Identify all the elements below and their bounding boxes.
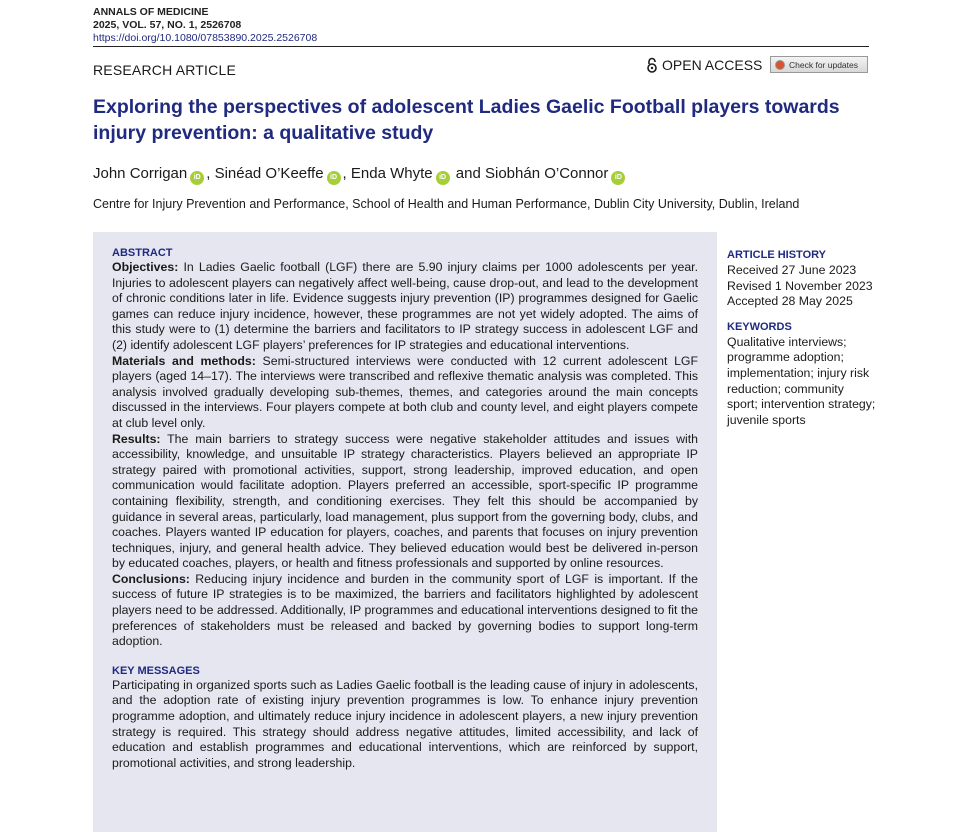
check-for-updates-icon [775, 60, 785, 70]
methods-label: Materials and methods: [112, 353, 256, 368]
received-date: Received 27 June 2023 [727, 263, 857, 277]
author-separator: , [206, 165, 215, 182]
author-name: Siobhán O’Connor [484, 165, 609, 182]
author-separator: , [342, 165, 351, 182]
affiliation: Centre for Injury Prevention and Performance, School of Health and Human Performance, Dublin City University, Dublin, Ireland [93, 197, 800, 211]
objectives-label: Objectives: [112, 260, 179, 274]
results-text: The main barriers to strategy success were negative stakeholder attitudes and issues with accessibility, knowledge, and unsuitable IP strategy characteristics. Players believed an appropriate IP strategy paired with promotional activities, support, strong leadership, improved education, and open communication would facilitate adoption. Players preferred an accessible, sport-specific IP programme containing flexibility, strength, and conditioning exercises. They felt this should be accompanied by guidance in several areas, particularly, load management, plus support from the governing body, clubs, and coaches. Players wanted IP education for players, coaches, and parents that focuses on injury prevention techniques, injury, and general health advice. They believed education would best be delivered in-person by educated coaches, players, or health and fitness professionals and supported by online resources. [112, 431, 698, 571]
abstract-results [112, 432, 698, 572]
key-messages-heading: KEY MESSAGES [112, 664, 200, 677]
abstract-conclusions [112, 572, 698, 650]
abstract-heading: ABSTRACT [112, 247, 173, 259]
article-history-heading: ARTICLE HISTORY [727, 249, 827, 261]
open-access-lock-icon [646, 57, 658, 73]
author-separator: and [451, 165, 485, 182]
author-name: Enda Whyte [350, 165, 433, 182]
keywords-heading: KEYWORDS [727, 320, 792, 333]
journal-header [93, 6, 317, 45]
orcid-icon[interactable]: iD [327, 171, 341, 185]
journal-name: ANNALS OF MEDICINE [93, 6, 209, 18]
article-type: RESEARCH ARTICLE [93, 62, 236, 78]
accepted-date: Accepted 28 May 2025 [727, 294, 853, 309]
abstract-box [93, 232, 717, 832]
abstract-objectives [112, 260, 698, 354]
side-panel [727, 248, 877, 438]
open-access-label: OPEN ACCESS [662, 57, 763, 73]
orcid-icon[interactable]: iD [436, 171, 450, 185]
conclusions-text: Reducing injury incidence and burden in the community sport of LGF is important. If the success of future IP strategies is to be maximized, the barriers and facilitators highlighted by adolescent players need to be addressed. Additionally, IP programmes and educational interventions designed to fit the preferences of stakeholders must be released and backed by governing bodies to support long-term adoption. [112, 571, 698, 649]
doi-link[interactable]: https://doi.org/10.1080/07853890.2025.2526708 [93, 32, 318, 44]
author-name: Sinéad O’Keeffe [214, 165, 324, 182]
results-label: Results: [112, 431, 161, 446]
author-list [93, 165, 627, 185]
methods-text: Semi-structured interviews were conducted with 12 current adolescent LGF players (aged 14–17). The interviews were transcribed and reflexive thematic analysis was completed. This analysis involved gradually developing sub-themes, themes, and categories around the main concepts discussed in the interviews. Four players compete at both club and county level, and eight players compete at club level only. [112, 353, 698, 430]
author-name: John Corrigan [93, 165, 188, 182]
orcid-icon[interactable]: iD [190, 171, 204, 185]
check-for-updates-button[interactable] [770, 56, 868, 73]
key-messages-text: Participating in organized sports such as Ladies Gaelic football is the leading cause of injury in adolescents, and the adoption rate of existing injury prevention programmes is low. To enhance injury prevention programme adoption, and ultimately reduce injury incidence in adolescent players, a new injury prevention strategy is required. This strategy should address negative attitudes, limited accessibility, and lack of education and establish programmes and educational interventions, which are reinforced by support, promotional activities, and strong leadership. [112, 677, 698, 770]
conclusions-label: Conclusions: [112, 571, 190, 586]
abstract-methods [112, 354, 698, 432]
check-for-updates-label: Check for updates [789, 59, 858, 70]
objectives-text: In Ladies Gaelic football (LGF) there are 5.90 injury claims per 1000 adolescents per year. Injuries to adolescent players can negatively affect well-being, cause drop-out, and lead to the development of chronic conditions later in life. Evidence suggests injury prevention (IP) programmes designed for Gaelic games can reduce injury incidence, however, these programmes are not yet widely adopted. The aims of this study were to (1) determine the barriers and facilitators to IP strategy success in adolescent LGF and (2) identify adolescent LGF players’ preferences for IP strategies and educational interventions. [112, 260, 698, 352]
article-history [727, 248, 877, 310]
orcid-icon[interactable]: iD [611, 171, 625, 185]
keywords [727, 320, 877, 429]
article-title: Exploring the perspectives of adolescent Ladies Gaelic Football players towards injury prevention: a qualitative study [93, 96, 840, 144]
revised-date: Revised 1 November 2023 [727, 278, 873, 293]
open-access-badge [646, 57, 762, 73]
keywords-text: Qualitative interviews; programme adoption; implementation; injury risk reduction; community sport; intervention strategy; juvenile sports [727, 334, 876, 427]
journal-citation: 2025, VOL. 57, NO. 1, 2526708 [93, 19, 242, 31]
header-rule [93, 46, 869, 47]
